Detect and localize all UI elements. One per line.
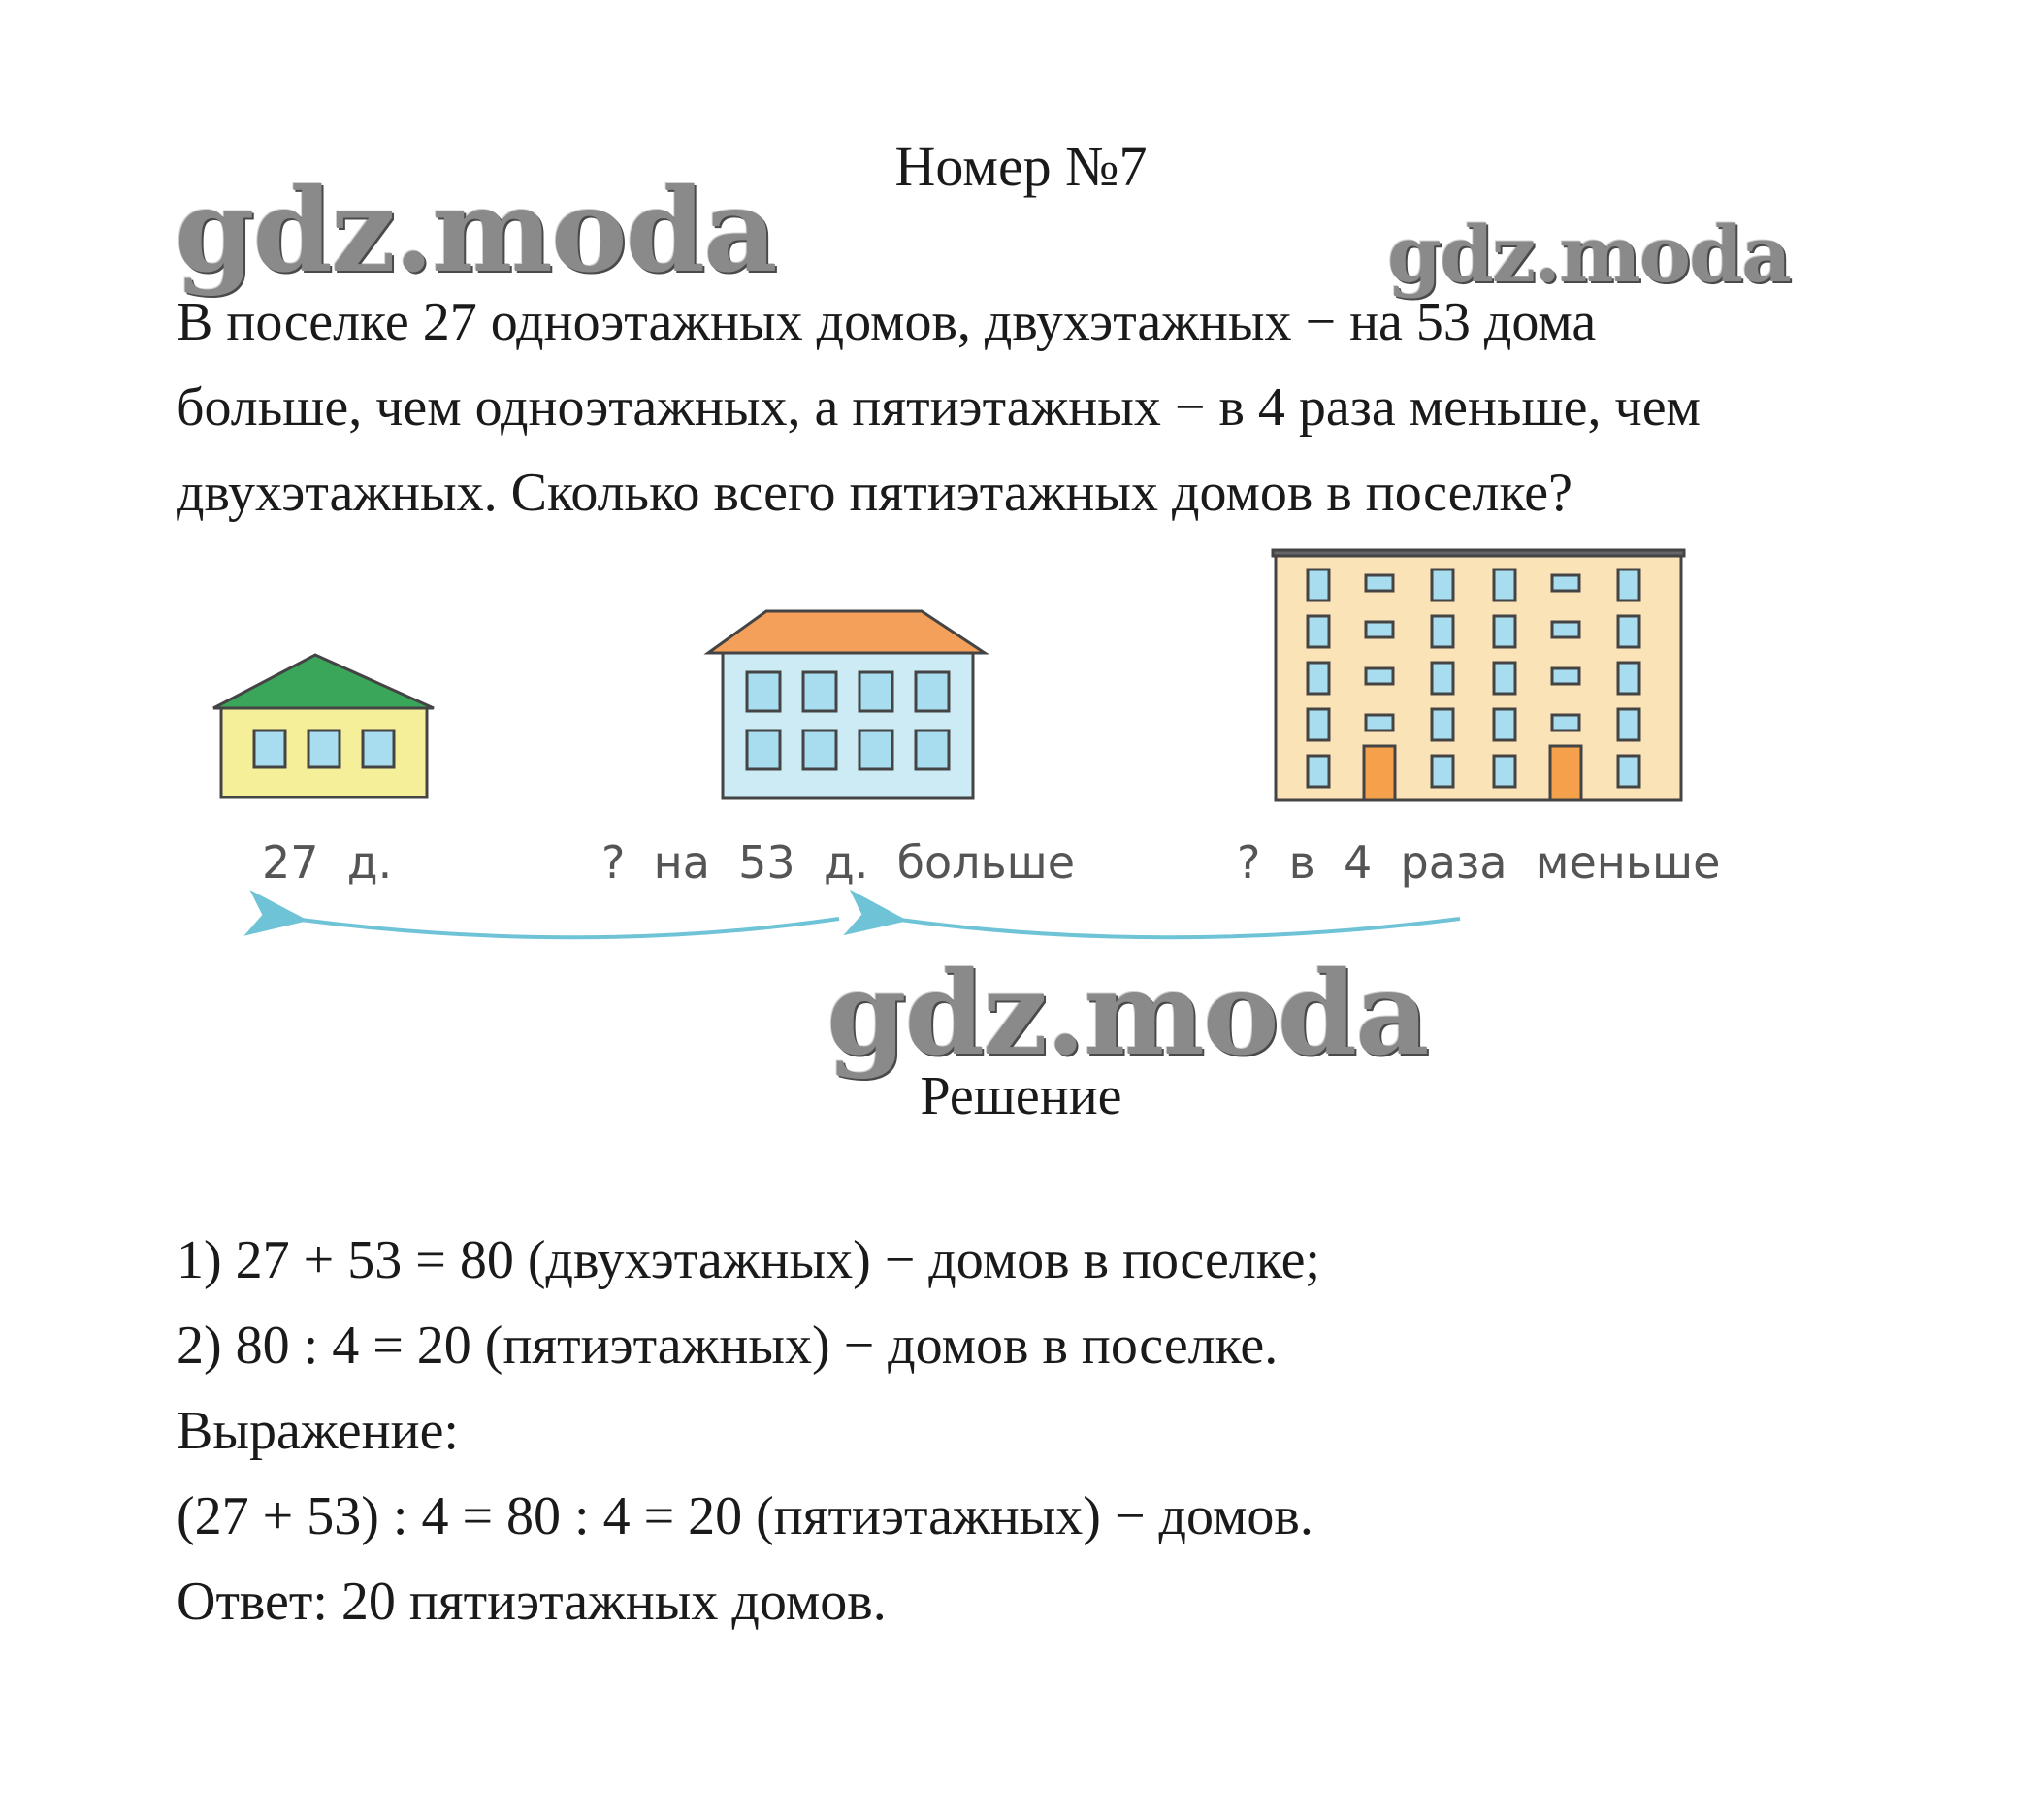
watermark-logo: gdz.moda	[175, 163, 776, 298]
building-window	[1552, 622, 1579, 637]
building-window	[1618, 616, 1639, 647]
building-window	[1552, 575, 1579, 591]
building-window	[1308, 616, 1329, 647]
building-window	[1366, 715, 1393, 731]
building-window	[1552, 668, 1579, 684]
building-window	[1618, 569, 1639, 601]
building-window	[1432, 756, 1453, 787]
building-window	[1618, 756, 1639, 787]
page-title: Номер №7	[894, 135, 1148, 198]
houses-illustration	[0, 538, 2042, 965]
solution-line: 1) 27 + 53 = 80 (двухэтажных) − домов в поселке;	[177, 1230, 1320, 1290]
building-window	[1494, 756, 1515, 787]
building-window	[1366, 668, 1393, 684]
problem-line: больше, чем одноэтажных, а пятиэтажных − в 4 раза меньше, чем	[177, 377, 1701, 438]
solution-line: Ответ: 20 пятиэтажных домов.	[177, 1572, 887, 1632]
watermark-logo: gdz.moda	[1387, 209, 1790, 300]
building-roof-line	[1273, 550, 1684, 556]
building-window	[1432, 663, 1453, 694]
building-window	[1308, 756, 1329, 787]
building-door	[1550, 746, 1581, 800]
building-window	[1366, 622, 1393, 637]
problem-line: двухэтажных. Сколько всего пятиэтажных домов в поселке?	[177, 463, 1572, 523]
building-window	[1308, 709, 1329, 740]
problem-text	[177, 279, 1923, 536]
label-one-story: 27 д.	[262, 836, 393, 889]
label-five-story: ? в 4 раза меньше	[1237, 836, 1721, 889]
building-window	[1308, 569, 1329, 601]
watermark-logo: gdz.moda	[827, 946, 1428, 1081]
five-story-house-icon	[1273, 550, 1684, 800]
problem-line: В поселке 27 одноэтажных домов, двухэтажных − на 53 дома	[177, 292, 1597, 352]
building-window	[1552, 715, 1579, 731]
two-story-house-icon	[708, 611, 985, 798]
solution-title: Решение	[920, 1066, 1122, 1126]
solution-line: 2) 80 : 4 = 20 (пятиэтажных) − домов в поселке.	[177, 1316, 1279, 1376]
building-window	[1432, 569, 1453, 601]
building-door	[1364, 746, 1395, 800]
building-window	[1494, 616, 1515, 647]
building-window	[1618, 663, 1639, 694]
building-window	[1432, 616, 1453, 647]
building-window	[1432, 709, 1453, 740]
arrow-left-icon	[900, 919, 1460, 937]
building-window	[1494, 709, 1515, 740]
one-story-house-icon	[213, 655, 434, 797]
solution-line: (27 + 53) : 4 = 80 : 4 = 20 (пятиэтажных) − домов.	[177, 1486, 1313, 1546]
solution-text	[177, 1218, 1320, 1644]
arrow-left-icon	[301, 919, 839, 937]
building-window	[1308, 663, 1329, 694]
building-window	[1618, 709, 1639, 740]
building-window	[1366, 575, 1393, 591]
label-two-story: ? на 53 д. больше	[601, 836, 1076, 889]
building-window	[1494, 569, 1515, 601]
solution-line: Выражение:	[177, 1401, 459, 1461]
building-window	[1494, 663, 1515, 694]
